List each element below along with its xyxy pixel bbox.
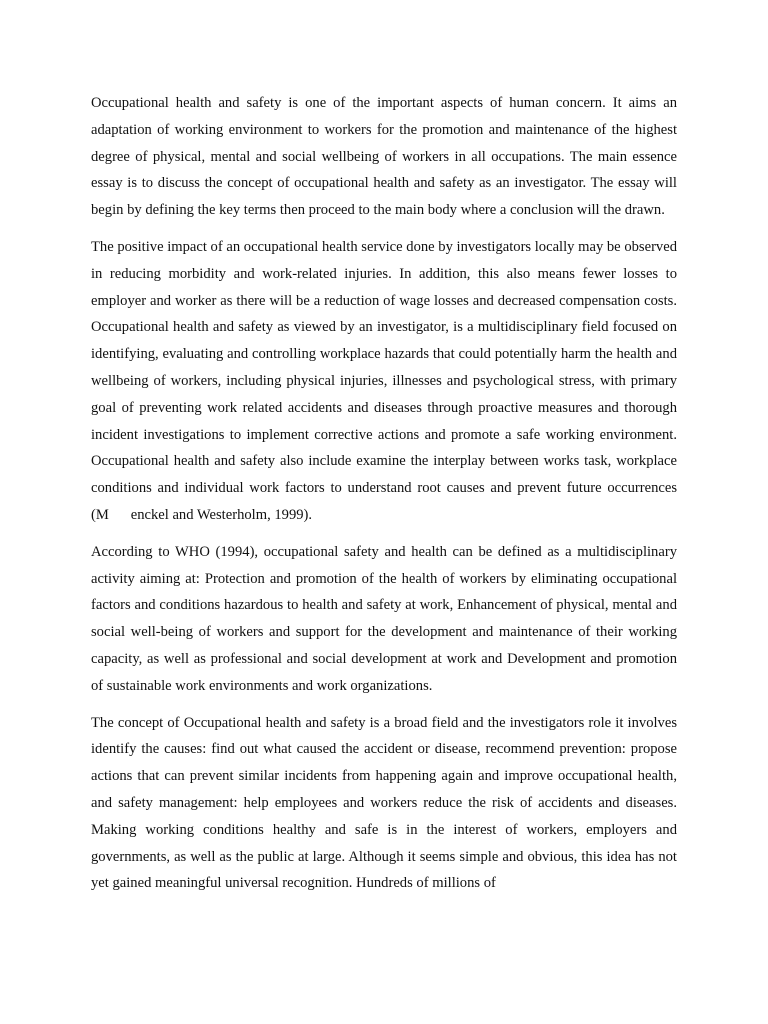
document-body: [91, 90, 677, 897]
paragraph-introduction: Occupational health and safety is one of the important aspects of human concern. It aims an adaptation of working environment to workers for the promotion and maintenance of the highest degree of physical, mental and social wellbeing of workers in all occupations. The main essence essay is to discuss the concept of occupational health and safety as an investigator. The essay will begin by defining the key terms then proceed to the main body where a conclusion will the drawn.: [91, 95, 677, 219]
paragraph-who-definition: According to WHO (1994), occupational safety and health can be defined as a multidisciplinary activity aiming at: Protection and promotion of the health of workers by eliminating occupational factors and conditions hazardous to health and safety at work, Enhancement of physical, mental and social well-being of workers and support for the development and maintenance of their working capacity, as well as professional and social development at work and Development and promotion of sustainable work environments and work organizations.: [91, 543, 677, 694]
paragraph-positive-impact: The positive impact of an occupational health service done by investigators locally may be observed in reducing morbidity and work-related injuries. In addition, this also means fewer losses to employer and worker as there will be a reduction of wage losses and decreased compensation costs. Occupational health and safety as viewed by an investigator, is a multidisciplinary field focused on identifying, evaluating and controlling workplace hazards that could potentially harm the health and wellbeing of workers, including physical injuries, illnesses and psychological stress, with primary goal of preventing work related accidents and diseases through proactive measures and thorough incident investigations to implement corrective actions and promote a safe working environment. Occupational health and safety also include examine the interplay between works task, workplace conditions and individual work factors to understand root causes and prevent future occurrences (M enckel and Westerholm, 1999).: [91, 238, 677, 523]
paragraph-investigator-role: The concept of Occupational health and safety is a broad field and the investigators role it involves identify the causes: find out what caused the accident or disease, recommend prevention: propose actions that can prevent similar incidents from happening again and improve occupational health, and safety management: help employees and workers reduce the risk of accidents and diseases. Making working conditions healthy and safe is in the interest of workers, employers and governments, as well as the public at large. Although it seems simple and obvious, this idea has not yet gained meaningful universal recognition. Hundreds of millions of: [91, 714, 677, 892]
